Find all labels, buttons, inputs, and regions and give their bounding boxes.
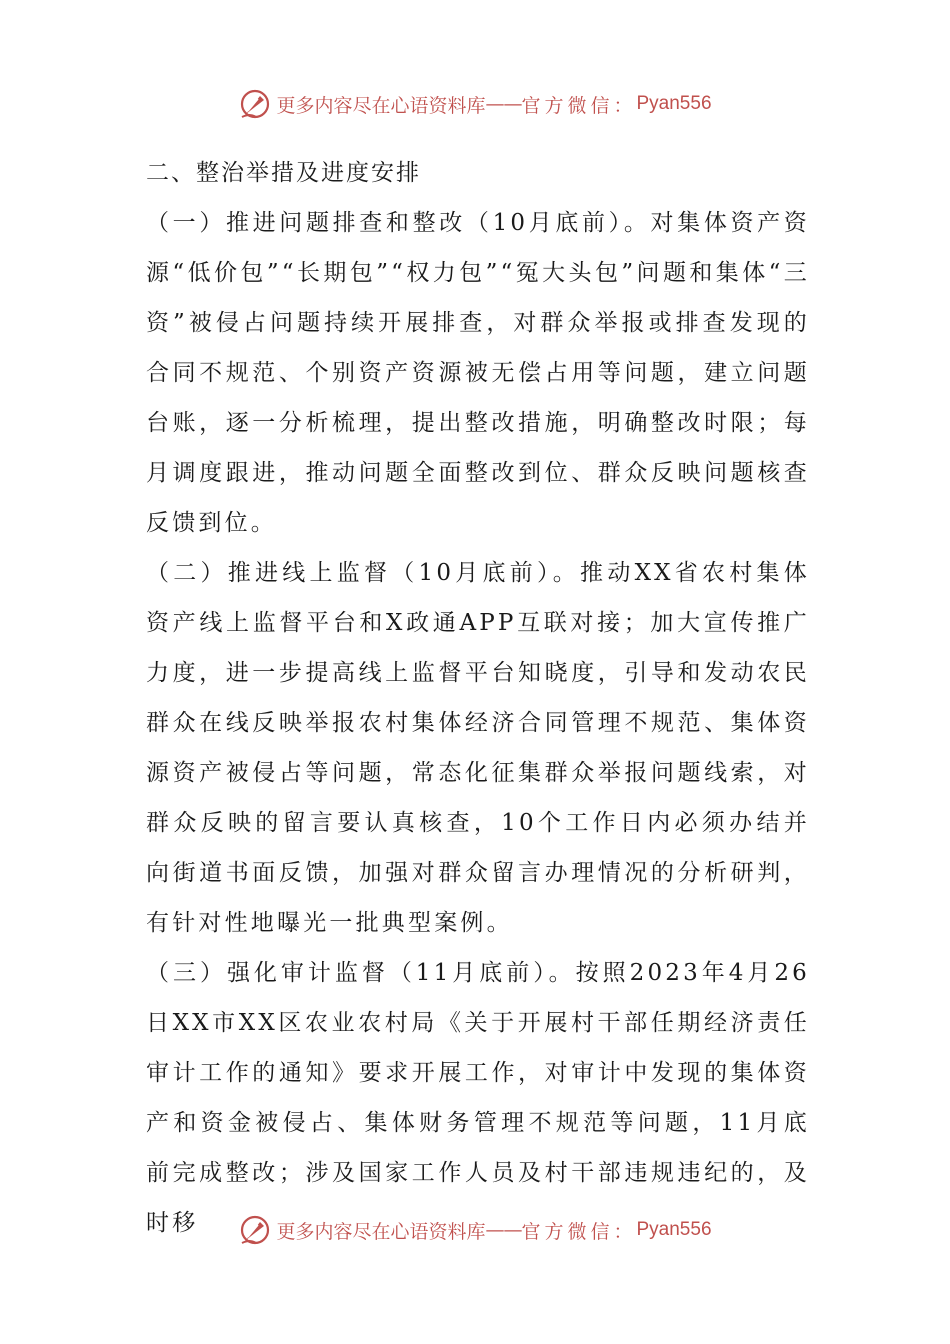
watermark-wechat-label: 官方微信： <box>521 1220 637 1243</box>
watermark-dash: —— <box>485 93 522 115</box>
watermark-wechat-label: 官方微信： <box>521 94 637 117</box>
watermark-main-text: 更多内容尽在心语资料库 <box>276 94 486 117</box>
paragraph-2: （二）推进线上监督（10月底前）。推动XX省农村集体资产线上监督平台和X政通APP互联对接；加大宣传推广力度，进一步提高线上监督平台知晓度，引导和发动农民群众在线反映举报农村集体经济合同管理不规范、集体资源资产被侵占等问题，常态化征集群众举报问题线索，对群众反映的留言要认真核查，10个工作日内必须办结并向街道书面反馈，加强对群众留言办理情况的分析研判，有针对性地曝光一批典型案例。 <box>146 560 810 936</box>
document-body <box>146 148 810 1248</box>
watermark-header <box>0 84 950 124</box>
paragraph-3: （三）强化审计监督（11月底前）。按照2023年4月26日XX市XX区农业农村局《关于开展村干部任期经济责任审计工作的通知》要求开展工作，对审计中发现的集体资产和资金被侵占、集体财务管理不规范等问题，11月底前完成整改；涉及国家工作人员及村干部违规违纪的，及时移 <box>146 960 810 1236</box>
watermark-wechat-id: Pyan556 <box>636 1219 712 1240</box>
watermark-main-text: 更多内容尽在心语资料库 <box>276 1220 486 1243</box>
watermark-wechat-id: Pyan556 <box>636 93 712 114</box>
section-heading: 二、整治举措及进度安排 <box>146 160 421 186</box>
paragraph-1: （一）推进问题排查和整改（10月底前）。对集体资产资源“低价包”“长期包”“权力包”“冤大头包”问题和集体“三资”被侵占问题持续开展排查，对群众举报或排查发现的合同不规范、个别资产资源被无偿占用等问题，建立问题台账，逐一分析梳理，提出整改措施，明确整改时限；每月调度跟进，推动问题全面整改到位、群众反映问题核查反馈到位。 <box>146 210 810 536</box>
pen-nib-logo-icon <box>238 1213 272 1247</box>
pen-nib-logo-icon <box>238 87 272 121</box>
watermark-dash: —— <box>485 1219 522 1241</box>
watermark-footer <box>0 1210 950 1250</box>
